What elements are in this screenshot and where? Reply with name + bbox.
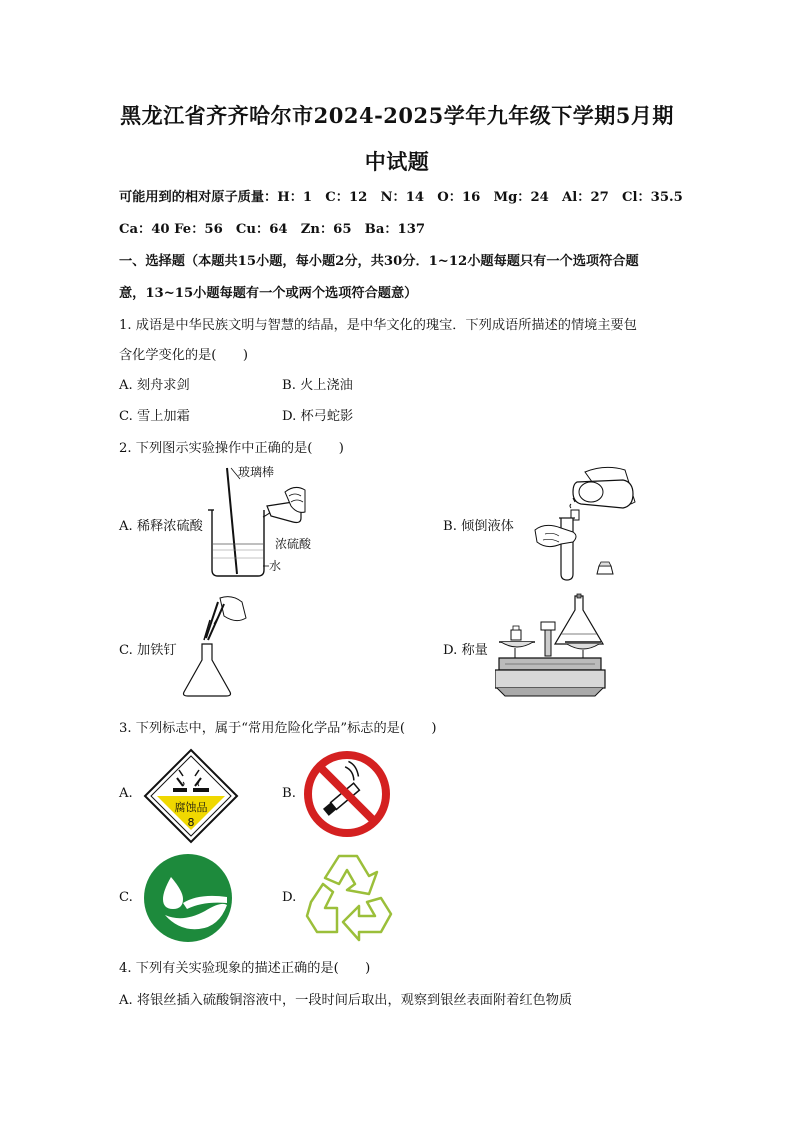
pour-liquid-illustration — [525, 462, 640, 582]
q2-option-b: B. 倾倒液体 — [443, 519, 514, 534]
label-acid: 浓硫酸 — [275, 537, 312, 551]
q3-option-d: D. — [282, 890, 297, 905]
no-smoking-icon — [303, 750, 391, 838]
label-rod: 玻璃棒 — [238, 465, 275, 479]
add-nail-illustration — [180, 594, 250, 698]
corrosive-number: 8 — [187, 816, 195, 829]
corrosive-sign-icon — [143, 748, 239, 844]
q3-option-a: A. — [119, 786, 133, 801]
q3-option-c: C. — [119, 890, 133, 905]
atomic-masses-line-1: 可能用到的相对原子质量：H：1 C：12 N：14 O：16 Mg：24 Al：27 Cl：35.5 — [119, 190, 683, 205]
q2-option-c: C. 加铁钉 — [119, 643, 177, 658]
water-saving-icon — [143, 853, 233, 943]
q2-option-a: A. 稀释浓硫酸 — [119, 519, 203, 534]
label-water: 水 — [269, 559, 282, 573]
q1-option-d: D. 杯弓蛇影 — [282, 409, 354, 424]
q4-option-a: A. 将银丝插入硫酸铜溶液中，一段时间后取出，观察到银丝表面附着红色物质 — [119, 993, 573, 1008]
q1-option-b: B. 火上浇油 — [282, 378, 353, 393]
q1-stem: 1. 成语是中华民族文明与智慧的结晶，是中华文化的瑰宝．下列成语所描述的情境主要包 — [119, 318, 637, 333]
q2-stem: 2. 下列图示实验操作中正确的是( ) — [119, 441, 344, 456]
dilute-acid-illustration — [205, 462, 330, 582]
q2-option-d: D. 称量 — [443, 643, 488, 658]
recycle-icon — [303, 850, 397, 942]
page-title: 黑龙江省齐齐哈尔市2024-2025学年九年级下学期5月期 — [120, 103, 674, 128]
corrosive-text: 腐蚀品 — [174, 801, 208, 814]
q3-stem: 3. 下列标志中，属于“常用危险化学品”标志的是( ) — [119, 721, 437, 736]
q4-stem: 4. 下列有关实验现象的描述正确的是( ) — [119, 961, 371, 976]
q3-option-b: B. — [282, 786, 296, 801]
q1-option-c: C. 雪上加霜 — [119, 409, 190, 424]
section-header: 一、选择题（本题共15小题，每小题2分，共30分．1~12小题每题只有一个选项符合题 — [119, 254, 639, 269]
q1-stem-cont: 含化学变化的是( ) — [119, 348, 248, 363]
section-header-cont: 意，13~15小题每题有一个或两个选项符合题意） — [119, 286, 418, 301]
page-title-cont: 中试题 — [364, 149, 430, 174]
atomic-masses-line-2: Ca：40 Fe：56 Cu：64 Zn：65 Ba：137 — [119, 222, 426, 237]
balance-illustration — [495, 592, 607, 702]
q1-option-a: A. 刻舟求剑 — [119, 378, 190, 393]
